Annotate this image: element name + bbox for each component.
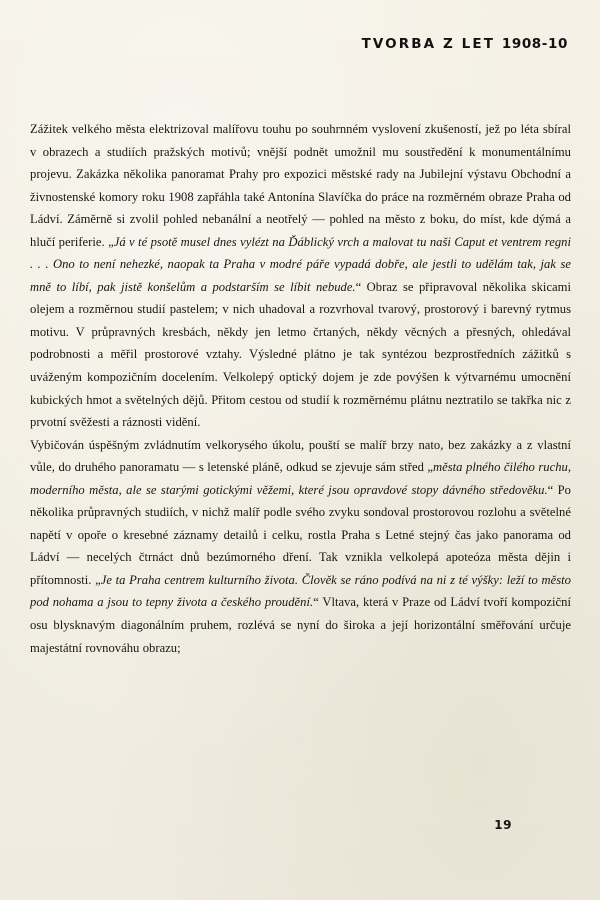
body-text (30, 118, 571, 659)
quoted-italic-run: města plného čilého ruchu, moderního města, ale se starými gotickými věžemi, které jsou opravdové stopy dávného středověku. (30, 460, 571, 497)
text-run: “ Po několika průpravných studiích, v nichž malíř podle svého zvyku sondoval prostorovou rozlohu a světelné napětí v opoře o kresebné záznamy detailů i celku, rostla Praha s Letné stejný čas jako panorama od Ládví — necelých čtrnáct dnů bezúmorného dření. Tak vznikla velkolepá apoteóza města dějin i přítomnosti. „ (30, 482, 571, 587)
running-header (0, 36, 568, 52)
text-run: “ Vltava, která v Praze od Ládví tvoří kompoziční osu blysknavým diagonálním pruhem, rozlévá se nyní do široka a její horizontální směřování určuje majestátní rovnováhu obrazu; (30, 595, 571, 655)
quoted-italic-run: Je ta Praha centrem kulturního života. Člověk se ráno podívá na ni z té výšky: leží to město pod nohama a jsou to tepny života a českého proudění. (30, 572, 571, 610)
paragraph-2 (30, 434, 571, 659)
paragraph-1 (30, 118, 571, 434)
text-run: Vybičován úspěšným zvládnutím velkorysého úkolu, pouští se malíř brzy nato, bez zakázky a z vlastní vůle, do druhého panoramatu — s letenské pláně, odkud se zjevuje sám střed „ (30, 437, 571, 475)
running-header-years: 1908-10 (501, 36, 568, 52)
running-header-title: TVORBA Z LET (361, 36, 496, 52)
page-number: 19 (494, 818, 512, 832)
quoted-italic-run: Já v té psotě musel dnes vylézt na Ďáblický vrch a malovat tu naši Caput et ventrem regni . . . Ono to není nehezké, naopak ta Praha v modré páře vypadá dobře, ale jestli to udělám tak, jak se mně to líbí, pak jistě konšelům a podstarším se líbit nebude. (30, 234, 571, 294)
text-run: Zážitek velkého města elektrizoval malířovu touhu po souhrnném vyslovení zkušeností, jež po léta sbíral v obrazech a studiích pražských motivů; vnější podnět umožnil mu soustředění k monumentálnímu projevu. Zakázka několika panoramat Prahy pro expozici městské rady na Jubilejní výstavu Obchodní a živnostenské komory roku 1908 zapřáhla také Antonína Slavíčka do práce na rozměrném obraze Praha od Ládví. Záměrně si zvolil pohled nebanální a neotřelý — pohled na město z boku, do míst, kde dýmá a hlučí periferie. „ (30, 122, 571, 249)
text-run: “ Obraz se připravoval několika skicami olejem a rozměrnou studií pastelem; v nich uhadoval a rozvrhoval tvarový, prostorový i barevný rytmus motivu. V průpravných kresbách, někdy jen letmo črtaných, někdy věcných a přesných, ohledával podrobnosti a měřil prostorové vztahy. Výsledné plátno je tak syntézou bezprostředních zážitků s uváženým kompozičním docelením. Velkolepý optický dojem je zde povýšen k výtvarnému umocnění kubických hmot a světelných dějů. Přitom cestou od studií k rozměrnému plátnu neztratilo se takřka nic z prvotní svěžesti a ráznosti vidění. (30, 279, 571, 430)
